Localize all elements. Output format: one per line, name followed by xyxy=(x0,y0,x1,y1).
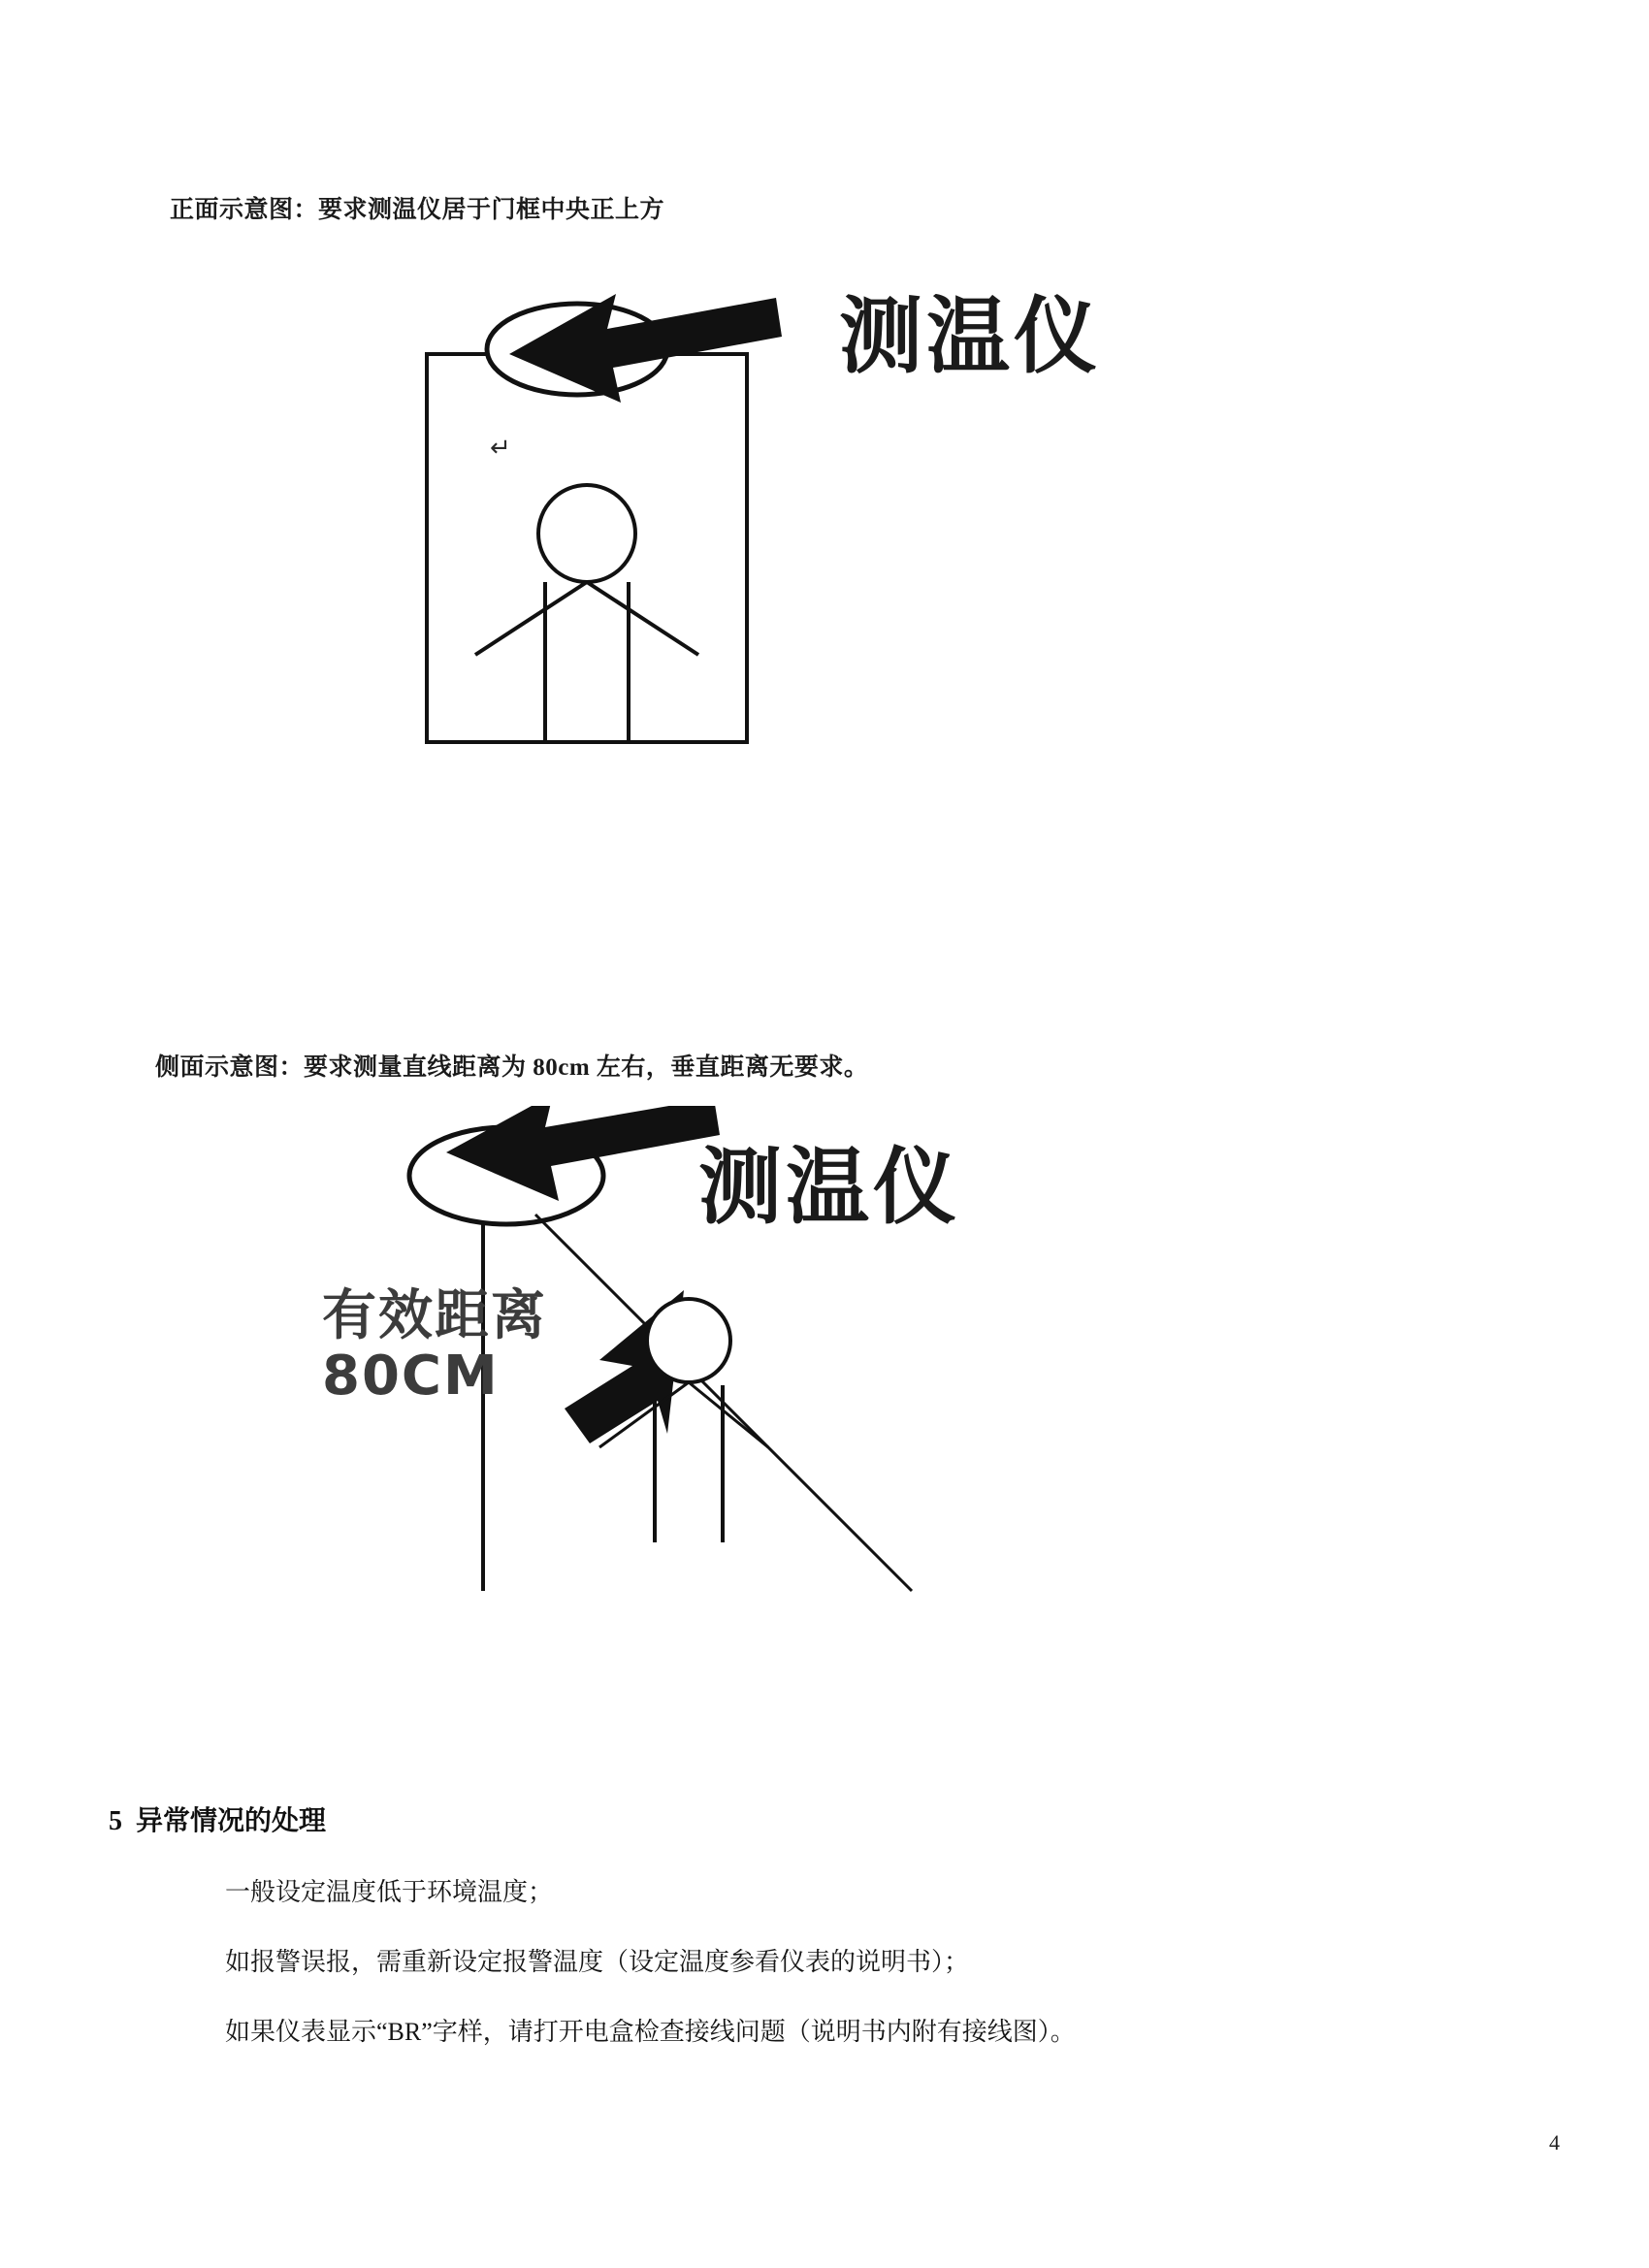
body-paragraph: 一般设定温度低于环境温度； xyxy=(225,1878,554,1906)
person-figure xyxy=(475,485,698,742)
front-view-drawing xyxy=(320,247,1329,917)
section-number: 5 xyxy=(109,1806,122,1836)
section-heading xyxy=(109,1799,326,1838)
side-view-caption: 侧面示意图：要求测量直线距离为 80cm 左右，垂直距离无要求。 xyxy=(155,1054,869,1081)
front-view-caption: 正面示意图：要求测温仪居于门框中央正上方 xyxy=(170,197,665,223)
section-title: 异常情况的处理 xyxy=(136,1806,327,1836)
side-device-label: 测温仪 xyxy=(698,1139,960,1236)
paragraph-mark-icon: ↵ xyxy=(490,434,511,463)
effective-distance-label: 有效距离 xyxy=(322,1284,547,1347)
effective-distance-value: 80CM xyxy=(322,1345,500,1408)
body-paragraph: 如报警误报，需重新设定报警温度（设定温度参看仪表的说明书）； xyxy=(225,1948,970,1976)
front-view-figure xyxy=(320,247,1329,917)
side-view-figure xyxy=(291,1106,1358,1746)
body-paragraph: 如果仪表显示“BR”字样，请打开电盒检查接线问题（说明书内附有接线图）。 xyxy=(225,2018,1076,2046)
front-device-label: 测温仪 xyxy=(839,288,1101,385)
page-number: 4 xyxy=(1549,2130,1560,2155)
